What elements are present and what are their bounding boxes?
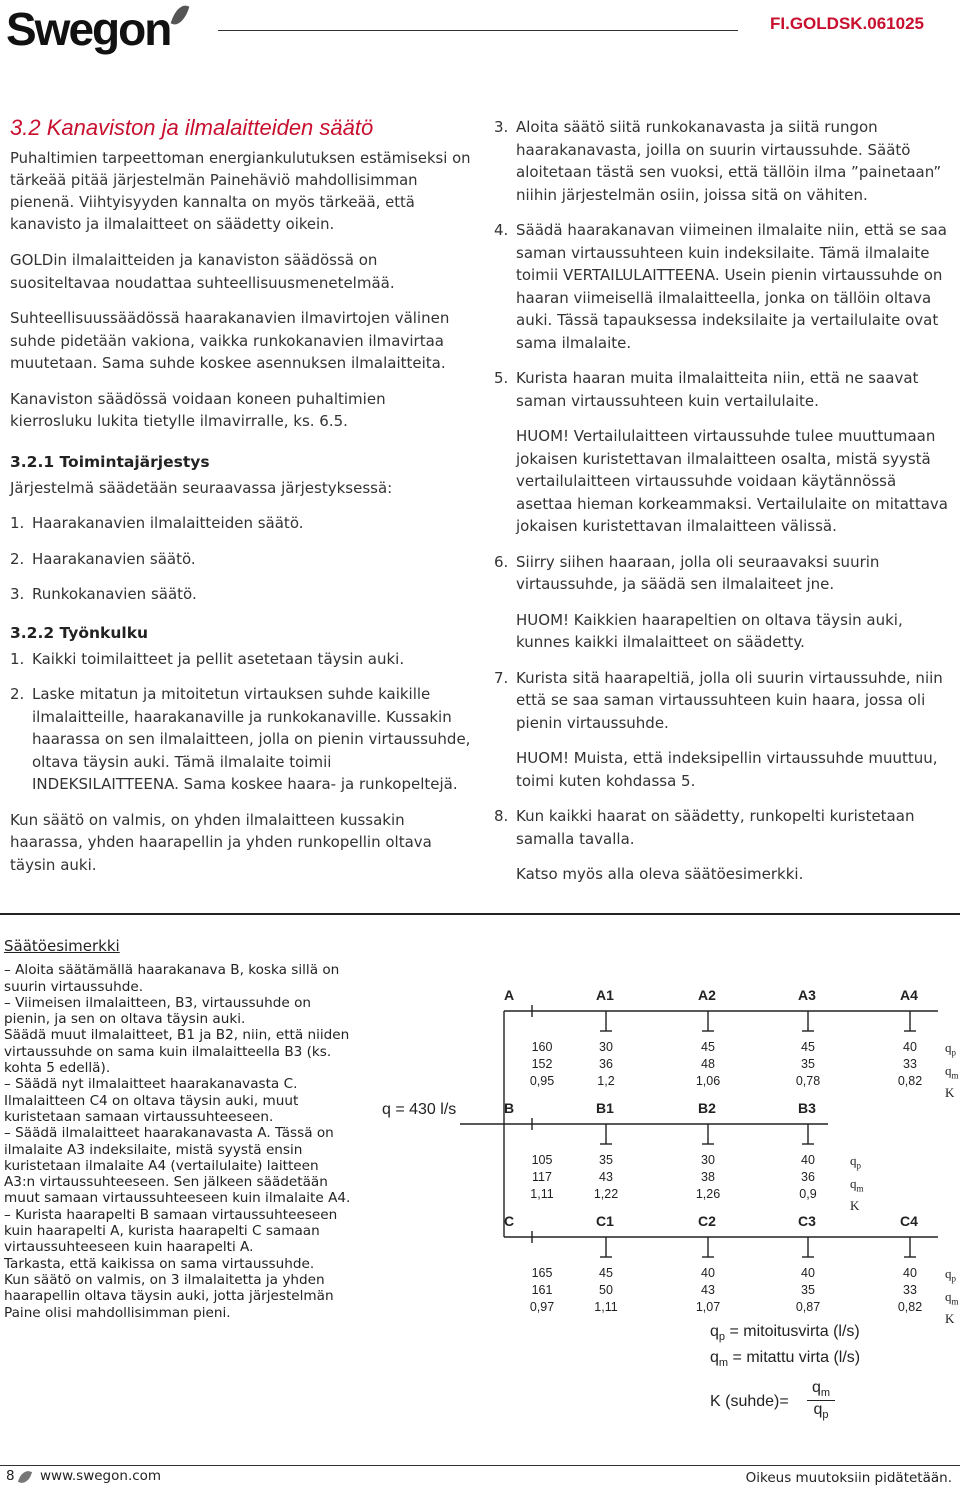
example-line: – Viimeisen ilmalaitteen, B3, virtaussuhde on pienin, ja sen on oltava täysin auki. xyxy=(4,994,312,1028)
unit-k: K xyxy=(945,1085,955,1101)
footer-url[interactable]: www.swegon.com xyxy=(40,1468,162,1484)
list-number: 5. xyxy=(494,369,509,387)
ratio-value: 0,82 xyxy=(897,1300,923,1314)
list-item xyxy=(494,863,952,886)
example-line: – Aloita säätämällä haarakanava B, koska sillä on suurin virtaussuhde. xyxy=(4,962,340,995)
design-flow-value: 40 xyxy=(701,1266,715,1280)
list-text: Katso myös alla oleva säätöesimerkki. xyxy=(516,865,804,883)
left-column xyxy=(10,116,472,876)
measured-flow-value: 50 xyxy=(599,1283,613,1297)
example-line: – Säädä ilmalaitteet haarakanavasta A. Tässä on ilmalaite A3 indeksilaite, mistä syystä ensin kuristetaan ilmalaite A4 (vertailulaite) laitteen A3:n virtaussuhteeseen. Sen jälkeen säädetään muut samaan virtaussuhteeseen kuin ilmalaite A4. xyxy=(4,1125,351,1207)
measured-flow-value: 36 xyxy=(801,1170,815,1184)
ratio-value: 0,82 xyxy=(897,1074,923,1088)
list-text: Runkokanavien säätö. xyxy=(32,585,197,603)
example-rule xyxy=(0,913,960,915)
example-line: Säädä muut ilmalaitteet, B1 ja B2, niin, että niiden virtaussuhde on sama kuin ilmalaitteella B3 (ks. kohta 5 edellä). xyxy=(4,1027,350,1077)
duct-label: C4 xyxy=(900,1213,918,1229)
list-number: 8. xyxy=(494,807,509,825)
flow-values xyxy=(581,1039,631,1090)
design-flow-value: 40 xyxy=(801,1266,815,1280)
leaf-icon xyxy=(171,3,190,28)
flow-values xyxy=(683,1265,733,1316)
document-code: FI.GOLDSK.061025 xyxy=(770,14,925,33)
flow-values xyxy=(581,1152,631,1203)
list-item xyxy=(10,512,472,535)
flow-values xyxy=(783,1152,833,1203)
list-item xyxy=(494,805,952,850)
flow-values xyxy=(885,1039,935,1090)
legend-qp-text: = mitoitusvirta (l/s) xyxy=(729,1323,860,1340)
ratio-value: 1,2 xyxy=(597,1074,615,1088)
measured-flow-value: 33 xyxy=(903,1283,917,1297)
ratio-value: 1,06 xyxy=(695,1074,721,1088)
duct-label: A4 xyxy=(900,987,918,1003)
list-number: 2. xyxy=(10,549,25,568)
header-rule xyxy=(218,30,738,31)
flow-values xyxy=(885,1265,935,1316)
duct-label: A2 xyxy=(698,987,716,1003)
list-item xyxy=(10,548,472,571)
paragraph-goldin: GOLDin ilmalaitteiden ja kanaviston säädössä on suositeltavaa noudattaa suhteellisuusmenetelmää. xyxy=(10,251,395,292)
right-column xyxy=(494,116,952,886)
list-text: Kurista sitä haarapeltiä, jolla oli suurin virtaussuhde, niin että se saa saman virtaussuhteen kuin haara, jossa oli pienin virtaussuhde. xyxy=(516,668,943,732)
measured-flow-value: 117 xyxy=(532,1170,552,1184)
workflow-steps-left xyxy=(10,648,472,796)
design-flow-value: 160 xyxy=(531,1040,553,1054)
design-flow-value: 40 xyxy=(801,1153,815,1167)
ratio-value: 1,26 xyxy=(695,1187,721,1201)
design-flow-value: 30 xyxy=(599,1040,613,1054)
ratio-value: 1,11 xyxy=(594,1300,618,1314)
unit-qp: $q_p$ xyxy=(945,1040,956,1058)
duct-label: C xyxy=(504,1213,515,1229)
list-item xyxy=(494,747,952,792)
list-item xyxy=(494,425,952,538)
list-item xyxy=(494,367,952,412)
duct-label: C1 xyxy=(596,1213,614,1229)
flow-values xyxy=(683,1039,733,1090)
duct-label: C2 xyxy=(698,1213,716,1229)
duct-label: B3 xyxy=(798,1100,816,1116)
paragraph-proportional: Suhteellisuussäädössä haarakanavien ilmavirtojen välinen suhde pidetään vakiona, vaikka runkokanavien ilmavirtaa muutetaan. Sama suhde koskee asennuksen ilmalaitteita. xyxy=(10,309,450,372)
duct-label: B xyxy=(504,1100,515,1116)
example-line: Tarkasta, että kaikissa on sama virtaussuhde. xyxy=(4,1255,315,1272)
unit-qm: $q_m$ xyxy=(945,1288,959,1307)
list-item xyxy=(494,609,952,654)
measured-flow-value: 48 xyxy=(701,1057,715,1071)
legend-k-fraction: $q_m$ $q_p$ xyxy=(807,1379,835,1421)
legend-qp: $q_p$ = mitoitusvirta (l/s) xyxy=(710,1323,860,1344)
design-flow-value: 105 xyxy=(531,1153,553,1167)
duct-label: B1 xyxy=(596,1100,614,1116)
measured-flow-value: 152 xyxy=(531,1057,553,1071)
list-number: 7. xyxy=(494,668,509,687)
list-number: 3. xyxy=(494,118,509,136)
measured-flow-value: 161 xyxy=(531,1283,553,1297)
example-line: Kun säätö on valmis, on 3 ilmalaitetta ja yhden haarapellin oltava täysin auki, jotta järjestelmän Paine olisi mahdollisimman pieni. xyxy=(4,1271,334,1321)
ratio-value: 0,78 xyxy=(795,1074,821,1088)
total-flow: q = 430 l/s xyxy=(382,1101,457,1118)
list-text: HUOM! Muista, että indeksipellin virtaussuhde muuttuu, toimi kuten kohdassa 5. xyxy=(516,749,938,790)
ratio-value: 1,22 xyxy=(593,1187,619,1201)
design-flow-value: 165 xyxy=(531,1266,553,1280)
order-intro: Järjestelmä säädetään seuraavassa järjestyksessä: xyxy=(10,478,393,497)
legend-qm-text: = mitattu virta (l/s) xyxy=(732,1349,861,1366)
duct-label: A3 xyxy=(798,987,816,1003)
list-text: Kaikki toimilaitteet ja pellit asetetaan täysin auki. xyxy=(32,649,405,668)
workflow-steps-right xyxy=(494,116,952,886)
design-flow-value: 45 xyxy=(801,1040,815,1054)
example-line: – Kurista haarapelti B samaan virtaussuhteeseen kuin haarapelti A, kurista haarapelti C samaan virtaussuhteeseen kuin haarapelti A. xyxy=(4,1206,338,1256)
list-text: Siirry siihen haaraan, jolla oli seuraavaksi suurin virtaussuhde, ja säädä sen ilmalaiteet jne. xyxy=(516,552,880,593)
measured-flow-value: 43 xyxy=(599,1170,613,1184)
measured-flow-value: 35 xyxy=(801,1283,815,1297)
list-text: Haarakanavien ilmalaitteiden säätö. xyxy=(32,514,304,532)
swegon-logo: Swegon xyxy=(6,2,186,56)
list-text: Kun kaikki haarat on säädetty, runkopelti kuristetaan samalla tavalla. xyxy=(516,807,915,848)
list-number xyxy=(494,609,516,654)
design-flow-value: 40 xyxy=(903,1040,917,1054)
unit-k: K xyxy=(945,1311,955,1327)
unit-labels xyxy=(945,1265,959,1327)
workflow-step2-extra: Kun säätö on valmis, on yhden ilmalaitteen kussakin haarassa, yhden haarapellin ja yhden runkopellin oltava täysin auki. xyxy=(10,810,432,874)
design-flow-value: 35 xyxy=(599,1153,613,1167)
flow-values xyxy=(783,1265,833,1316)
list-text: Haarakanavien säätö. xyxy=(32,549,196,568)
unit-labels xyxy=(945,1039,959,1101)
footer-rule xyxy=(0,1465,960,1466)
list-item xyxy=(494,667,952,735)
list-number xyxy=(494,747,516,792)
unit-qm: $q_m$ xyxy=(945,1062,959,1081)
measured-flow-value: 33 xyxy=(903,1057,917,1071)
design-flow-value: 45 xyxy=(599,1266,613,1280)
list-number: 3. xyxy=(10,585,25,603)
list-item xyxy=(494,551,952,596)
list-item xyxy=(10,583,472,606)
measured-flow-value: 36 xyxy=(599,1057,613,1071)
list-number xyxy=(494,863,516,886)
leaf-icon xyxy=(18,1469,32,1486)
flow-values xyxy=(581,1265,631,1316)
list-number xyxy=(494,425,516,538)
list-number: 1. xyxy=(10,649,25,668)
measured-flow-value: 35 xyxy=(801,1057,815,1071)
design-flow-value: 45 xyxy=(701,1040,715,1054)
example-lines xyxy=(4,962,354,1321)
list-text: Säädä haarakanavan viimeinen ilmalaite niin, että se saa saman virtaussuhteen kuin indeksilaite. Tämä ilmalaite toimii VERTAILULAITTEENA. Usein pienin virtaussuhde on haaran viimeisellä ilmalaitteella, jonka on tällöin oltava auki. Tässä tapauksessa indeksilaite ja vertailulaite ovat sama ilmalaite. xyxy=(516,221,947,352)
measured-flow-value: 43 xyxy=(701,1283,715,1297)
page-number: 8 xyxy=(6,1468,15,1484)
unit-qp: $q_p$ xyxy=(850,1153,861,1171)
ratio-value: 0,9 xyxy=(799,1187,817,1201)
duct-label: A xyxy=(504,987,515,1003)
flow-values xyxy=(783,1039,833,1090)
duct-label: B2 xyxy=(698,1100,716,1116)
list-text: HUOM! Vertailulaitteen virtaussuhde tulee muuttumaan jokaisen kuristettavan ilmalaitteen osalta, mistä syystä vertailulaitteen virtaussuhde voidaan käytännössä asettaa hieman korkeammaksi. Vertailulaite on mitattava jokaisen kuristettavan ilmalaitteen välissä. xyxy=(516,427,948,535)
legend-qm: $q_m$ = mitattu virta (l/s) xyxy=(710,1349,861,1370)
unit-qm: $q_m$ xyxy=(850,1175,864,1194)
ratio-value: 0,87 xyxy=(795,1300,821,1314)
list-text: Aloita säätö siitä runkokanavasta ja siitä rungon haarakanavasta, joilla on suurin virtaussuhde. Säätö aloitetaan tästä sen vuoksi, että tällöin ilma ”painetaan” niihin järjestelmän osiin, joissa sitä on vähiten. xyxy=(516,118,942,204)
list-text: Kurista haaran muita ilmalaitteita niin, että ne saavat saman virtaussuhteen kuin vertailulaite. xyxy=(516,369,919,410)
ratio-value: 1,07 xyxy=(695,1300,721,1314)
unit-k: K xyxy=(850,1198,860,1214)
subheading-order: 3.2.1 Toimintajärjestys xyxy=(10,452,210,471)
section-heading: 3.2 Kanaviston ja ilmalaitteiden säätö xyxy=(10,115,374,140)
flow-values xyxy=(683,1152,733,1203)
flow-values xyxy=(517,1265,567,1316)
order-list xyxy=(10,512,472,606)
duct-diagram xyxy=(380,975,960,1435)
design-flow-value: 40 xyxy=(903,1266,917,1280)
paragraph-fan-lock: Kanaviston säädössä voidaan koneen puhaltimien kierrosluku lukita tietylle ilmavirralle, ks. 6.5. xyxy=(10,389,386,430)
example-line: – Säädä nyt ilmalaitteet haarakanavasta C. Ilmalaitteen C4 on oltava täysin auki, muut kuristetaan samaan virtaussuhteeseen. xyxy=(4,1076,299,1125)
flow-values xyxy=(517,1152,567,1203)
design-flow-value: 30 xyxy=(701,1153,715,1167)
list-number: 6. xyxy=(494,552,509,571)
ratio-value: 0,97 xyxy=(529,1300,555,1314)
list-item xyxy=(494,219,952,354)
unit-qp: $q_p$ xyxy=(945,1266,956,1284)
unit-labels xyxy=(850,1152,864,1214)
flow-values xyxy=(517,1039,567,1090)
list-number: 2. xyxy=(10,685,25,703)
ratio-value: 0,95 xyxy=(529,1074,555,1088)
example-title: Säätöesimerkki xyxy=(4,937,120,955)
paragraph-intro: Puhaltimien tarpeettoman energiankulutuksen estämiseksi on tärkeää pitää järjestelmän Painehäviö mahdollisimman pienenä. Viihtyisyyden kannalta on myös tärkeää, että kanavisto ja ilmalaitteet on säädetty oikein. xyxy=(10,150,471,233)
duct-lines xyxy=(380,975,960,1435)
list-number: 4. xyxy=(494,221,509,239)
duct-label: C3 xyxy=(798,1213,816,1229)
duct-label: A1 xyxy=(596,987,614,1003)
list-item xyxy=(10,683,472,796)
list-item xyxy=(10,648,472,671)
list-item xyxy=(494,116,952,206)
list-text: Laske mitatun ja mitoitetun virtauksen suhde kaikille ilmalaitteille, haarakanaville ja runkokanaville. Kussakin haarassa on sen ilmalaitteen, jolla on pienin virtaussuhde, oltava täysin auki. Tämä ilmalaite toimii INDEKSILAITTEENA. Sama koskee haara- ja runkopeltejä. xyxy=(32,685,471,793)
list-text: HUOM! Kaikkien haarapeltien on oltava täysin auki, kunnes kaikki ilmalaitteet on säädetty. xyxy=(516,610,903,651)
subheading-workflow: 3.2.2 Työnkulku xyxy=(10,623,149,642)
measured-flow-value: 38 xyxy=(701,1170,715,1184)
ratio-value: 1,11 xyxy=(530,1187,554,1201)
footer-rights: Oikeus muutoksiin pidätetään. xyxy=(745,1470,952,1486)
list-number: 1. xyxy=(10,514,25,532)
legend-k: K (suhde)= xyxy=(710,1393,789,1410)
example-text xyxy=(4,938,354,1321)
